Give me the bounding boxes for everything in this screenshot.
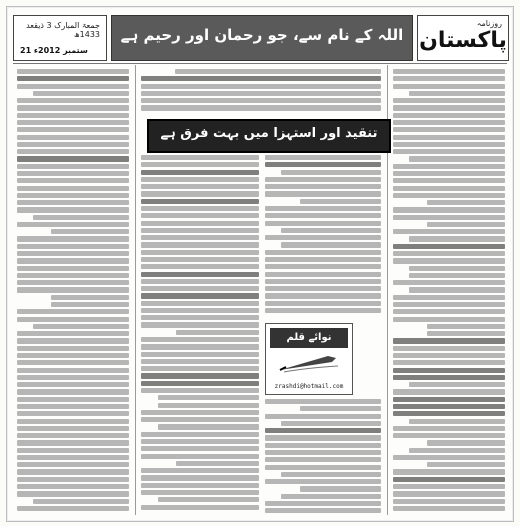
text-line	[141, 76, 381, 81]
text-line	[265, 272, 381, 277]
text-line	[17, 258, 129, 263]
text-line	[17, 469, 129, 474]
column-divider	[135, 65, 136, 515]
text-line	[141, 446, 259, 451]
text-line	[17, 375, 129, 380]
text-line	[17, 76, 129, 81]
text-line	[393, 207, 505, 212]
text-line	[17, 440, 129, 445]
text-line	[141, 439, 259, 444]
text-column-middle-right	[265, 155, 381, 319]
text-line	[141, 388, 259, 393]
pen-icon	[276, 352, 342, 374]
text-line	[393, 360, 505, 365]
text-line	[17, 404, 129, 409]
text-line	[17, 171, 129, 176]
text-line	[393, 251, 505, 256]
text-line	[427, 440, 505, 445]
text-line	[427, 200, 505, 205]
text-line	[17, 448, 129, 453]
text-line	[265, 443, 381, 448]
text-column-middle-right-lower	[265, 399, 381, 515]
text-line	[393, 484, 505, 489]
text-line	[141, 505, 259, 510]
text-line	[17, 426, 129, 431]
text-line	[393, 411, 505, 416]
text-line	[393, 353, 505, 358]
text-column-left	[17, 69, 129, 515]
logo-title: پاکستان	[419, 28, 507, 53]
text-line	[393, 397, 505, 402]
text-line	[141, 213, 259, 218]
newspaper-clipping	[6, 6, 514, 522]
text-line	[281, 472, 381, 477]
text-line	[393, 389, 505, 394]
text-line	[393, 426, 505, 431]
text-line	[265, 162, 381, 167]
column-badge	[265, 323, 353, 395]
text-line	[393, 375, 505, 380]
text-line	[17, 455, 129, 460]
text-line	[409, 273, 505, 278]
text-line	[265, 293, 381, 298]
text-line	[393, 113, 505, 118]
text-line	[265, 264, 381, 269]
text-line	[17, 149, 129, 154]
text-line	[265, 257, 381, 262]
text-line	[265, 221, 381, 226]
text-line	[393, 346, 505, 351]
text-line	[158, 424, 259, 429]
text-line	[265, 308, 381, 313]
text-line	[300, 406, 381, 411]
text-line	[17, 506, 129, 511]
text-line	[17, 98, 129, 103]
text-line	[265, 184, 381, 189]
text-line	[393, 244, 505, 249]
text-line	[393, 215, 505, 220]
text-line	[17, 491, 129, 496]
text-line	[141, 381, 259, 386]
text-line	[409, 236, 505, 241]
text-line	[393, 506, 505, 511]
text-line	[393, 491, 505, 496]
text-line	[141, 454, 259, 459]
text-line	[17, 84, 129, 89]
text-line	[265, 479, 381, 484]
text-line	[393, 368, 505, 373]
text-line	[17, 69, 129, 74]
text-line	[17, 287, 129, 292]
text-line	[393, 309, 505, 314]
text-line	[393, 98, 505, 103]
text-line	[393, 171, 505, 176]
article-headline	[147, 119, 391, 153]
text-line	[265, 279, 381, 284]
text-line	[393, 229, 505, 234]
slogan-text: اللہ کے نام سے، جو رحمان اور رحیم ہے	[120, 26, 404, 44]
text-line	[409, 156, 505, 161]
date-box	[13, 15, 107, 61]
text-line	[141, 242, 259, 247]
text-line	[141, 322, 259, 327]
text-line	[265, 177, 381, 182]
text-line	[393, 164, 505, 169]
text-line	[141, 250, 259, 255]
text-line	[409, 419, 505, 424]
text-line	[141, 199, 259, 204]
text-line	[393, 186, 505, 191]
text-line	[281, 494, 381, 499]
slogan-banner	[111, 15, 413, 61]
text-line	[393, 455, 505, 460]
headline-text: تنقید اور استہزا میں بہت فرق ہے	[160, 126, 378, 141]
text-line	[427, 324, 505, 329]
text-line	[393, 135, 505, 140]
masthead-rule	[13, 63, 507, 64]
text-line	[265, 414, 381, 419]
text-line	[141, 301, 259, 306]
text-line	[281, 421, 381, 426]
text-line	[17, 273, 129, 278]
text-line	[427, 462, 505, 467]
gregorian-date: 21 ستمبر 2012ء	[20, 46, 88, 55]
text-line	[265, 191, 381, 196]
text-block-top-middle	[141, 69, 381, 115]
text-line	[281, 242, 381, 247]
text-line	[281, 228, 381, 233]
text-line	[17, 266, 129, 271]
text-line	[141, 483, 259, 488]
text-line	[17, 164, 129, 169]
text-line	[141, 417, 259, 422]
text-line	[393, 149, 505, 154]
text-line	[300, 199, 381, 204]
text-line	[141, 264, 259, 269]
text-line	[141, 359, 259, 364]
text-line	[17, 309, 129, 314]
text-line	[17, 200, 129, 205]
text-line	[17, 338, 129, 343]
text-line	[17, 477, 129, 482]
text-line	[141, 191, 259, 196]
text-line	[17, 113, 129, 118]
text-line	[17, 411, 129, 416]
newspaper-logo	[417, 15, 509, 61]
text-line	[17, 331, 129, 336]
text-line	[265, 501, 381, 506]
text-line	[17, 105, 129, 110]
text-line	[265, 301, 381, 306]
text-line	[265, 428, 381, 433]
text-line	[17, 222, 129, 227]
text-line	[17, 156, 129, 161]
text-line	[141, 105, 381, 110]
text-line	[141, 155, 259, 160]
text-line	[281, 170, 381, 175]
text-column-middle-left	[141, 155, 259, 515]
text-line	[141, 410, 259, 415]
text-line	[17, 178, 129, 183]
text-line	[141, 221, 259, 226]
text-line	[265, 213, 381, 218]
text-line	[265, 206, 381, 211]
text-line	[141, 279, 259, 284]
text-line	[17, 127, 129, 132]
text-line	[393, 76, 505, 81]
text-line	[265, 508, 381, 513]
text-line	[158, 403, 259, 408]
text-line	[393, 69, 505, 74]
text-line	[393, 302, 505, 307]
text-line	[265, 250, 381, 255]
text-line	[17, 484, 129, 489]
text-line	[427, 222, 505, 227]
text-line	[158, 395, 259, 400]
text-line	[17, 397, 129, 402]
text-line	[33, 499, 129, 504]
text-line	[17, 236, 129, 241]
text-line	[393, 404, 505, 409]
text-line	[265, 235, 381, 240]
text-line	[393, 280, 505, 285]
text-line	[409, 382, 505, 387]
text-line	[409, 266, 505, 271]
text-line	[51, 295, 129, 300]
text-line	[141, 206, 259, 211]
text-line	[141, 352, 259, 357]
text-line	[141, 170, 259, 175]
column-title: نوائے قلم	[270, 328, 348, 348]
text-line	[33, 324, 129, 329]
text-line	[175, 69, 381, 74]
text-line	[393, 338, 505, 343]
text-line	[17, 135, 129, 140]
text-line	[17, 280, 129, 285]
text-line	[17, 433, 129, 438]
author-email: zrashdi@hotmail.com	[274, 383, 344, 390]
text-line	[141, 475, 259, 480]
text-line	[17, 368, 129, 373]
text-line	[17, 186, 129, 191]
text-line	[265, 457, 381, 462]
text-line	[17, 353, 129, 358]
text-line	[141, 344, 259, 349]
text-line	[141, 293, 259, 298]
text-line	[141, 337, 259, 342]
text-line	[393, 178, 505, 183]
text-line	[265, 435, 381, 440]
text-line	[51, 229, 129, 234]
text-line	[141, 315, 259, 320]
text-line	[141, 257, 259, 262]
text-line	[176, 461, 259, 466]
text-line	[17, 317, 129, 322]
text-line	[17, 382, 129, 387]
hijri-date: جمعۃ المبارک 3 ذیقعد 1433ھ	[26, 21, 100, 39]
text-line	[427, 331, 505, 336]
masthead	[13, 15, 507, 59]
text-line	[17, 462, 129, 467]
text-line	[17, 193, 129, 198]
text-line	[141, 228, 259, 233]
text-line	[265, 155, 381, 160]
text-line	[141, 373, 259, 378]
text-line	[141, 177, 259, 182]
text-line	[141, 162, 259, 167]
text-line	[17, 244, 129, 249]
text-line	[265, 399, 381, 404]
text-line	[141, 91, 381, 96]
text-line	[141, 235, 259, 240]
text-line	[393, 499, 505, 504]
text-line	[265, 286, 381, 291]
text-line	[33, 91, 129, 96]
text-line	[141, 468, 259, 473]
text-line	[17, 360, 129, 365]
text-line	[393, 477, 505, 482]
text-line	[17, 120, 129, 125]
text-line	[33, 215, 129, 220]
logo-label-small: روزنامہ	[476, 19, 502, 28]
text-line	[17, 251, 129, 256]
text-line	[393, 142, 505, 147]
text-line	[141, 272, 259, 277]
text-line	[141, 432, 259, 437]
text-line	[141, 84, 381, 89]
text-line	[51, 302, 129, 307]
text-line	[17, 207, 129, 212]
text-line	[141, 286, 259, 291]
text-line	[393, 258, 505, 263]
text-line	[393, 193, 505, 198]
text-line	[300, 486, 381, 491]
text-line	[393, 120, 505, 125]
text-line	[265, 465, 381, 470]
text-line	[393, 317, 505, 322]
text-line	[409, 91, 505, 96]
text-line	[393, 295, 505, 300]
text-line	[141, 490, 259, 495]
text-line	[393, 433, 505, 438]
text-line	[141, 308, 259, 313]
text-column-right	[393, 69, 505, 515]
text-line	[393, 84, 505, 89]
text-line	[265, 450, 381, 455]
text-line	[17, 389, 129, 394]
text-line	[17, 419, 129, 424]
text-line	[141, 366, 259, 371]
text-line	[176, 330, 259, 335]
text-line	[393, 127, 505, 132]
text-line	[409, 448, 505, 453]
text-line	[141, 98, 381, 103]
text-line	[17, 142, 129, 147]
text-line	[409, 287, 505, 292]
text-line	[17, 346, 129, 351]
text-line	[158, 497, 259, 502]
text-line	[141, 184, 259, 189]
text-line	[393, 105, 505, 110]
text-line	[393, 469, 505, 474]
